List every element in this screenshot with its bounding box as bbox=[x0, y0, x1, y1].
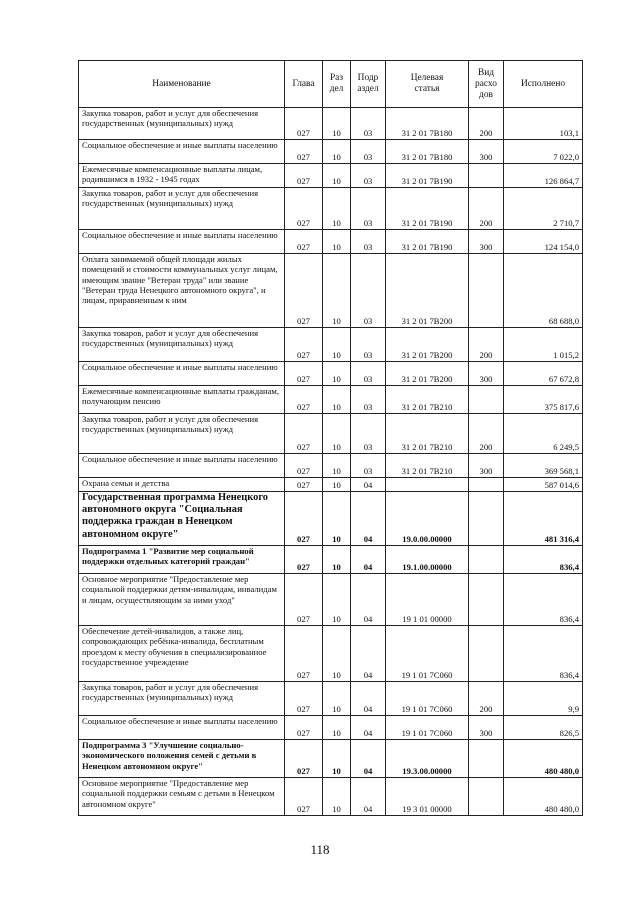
table-row bbox=[79, 188, 583, 230]
row-name: Охрана семьи и детства bbox=[79, 478, 285, 492]
row-vid bbox=[469, 386, 504, 414]
row-target: 31 2 01 7В210 bbox=[386, 414, 469, 454]
row-name: Социальное обеспечение и иные выплаты населению bbox=[79, 454, 285, 478]
row-amount: 587 014,6 bbox=[504, 478, 583, 492]
row-podrazdel: 04 bbox=[351, 716, 386, 740]
row-amount: 480 480,0 bbox=[504, 740, 583, 778]
row-podrazdel: 04 bbox=[351, 478, 386, 492]
row-vid: 300 bbox=[469, 140, 504, 164]
row-vid: 200 bbox=[469, 108, 504, 140]
row-glava: 027 bbox=[285, 682, 323, 716]
row-target: 31 2 01 7В200 bbox=[386, 328, 469, 362]
row-podrazdel: 03 bbox=[351, 108, 386, 140]
row-glava: 027 bbox=[285, 492, 323, 546]
row-name: Социальное обеспечение и иные выплаты населению bbox=[79, 140, 285, 164]
row-vid bbox=[469, 254, 504, 328]
row-target: 31 2 01 7В210 bbox=[386, 454, 469, 478]
row-podrazdel: 04 bbox=[351, 574, 386, 626]
row-amount: 126 864,7 bbox=[504, 164, 583, 188]
table-row bbox=[79, 478, 583, 492]
row-target: 31 2 01 7В190 bbox=[386, 230, 469, 254]
row-vid: 300 bbox=[469, 230, 504, 254]
row-glava: 027 bbox=[285, 140, 323, 164]
row-vid bbox=[469, 546, 504, 574]
header-podrazdel: Подр аздел bbox=[351, 61, 386, 108]
row-glava: 027 bbox=[285, 188, 323, 230]
row-name: Подпрограмма 3 "Улучшение социально-экономического положения семей с детьми в Ненецком автономном округе" bbox=[79, 740, 285, 778]
table-row bbox=[79, 230, 583, 254]
row-razdel: 10 bbox=[323, 386, 351, 414]
row-glava: 027 bbox=[285, 740, 323, 778]
row-amount: 375 817,6 bbox=[504, 386, 583, 414]
row-razdel: 10 bbox=[323, 740, 351, 778]
row-vid bbox=[469, 778, 504, 816]
row-podrazdel: 03 bbox=[351, 328, 386, 362]
header-vid: Вид расхо дов bbox=[469, 61, 504, 108]
row-razdel: 10 bbox=[323, 164, 351, 188]
row-name: Закупка товаров, работ и услуг для обеспечения государственных (муниципальных) нужд bbox=[79, 328, 285, 362]
row-target: 19 3 01 00000 bbox=[386, 778, 469, 816]
row-glava: 027 bbox=[285, 626, 323, 682]
row-name: Основное мероприятие "Предоставление мер социальной поддержки семьям с детьми в Ненецком автономном округе" bbox=[79, 778, 285, 816]
row-target: 19 1 01 7С060 bbox=[386, 626, 469, 682]
header-row bbox=[79, 61, 583, 108]
header-target: Целевая статья bbox=[386, 61, 469, 108]
row-target: 19 1 01 7С060 bbox=[386, 716, 469, 740]
table-row bbox=[79, 386, 583, 414]
row-razdel: 10 bbox=[323, 492, 351, 546]
row-amount: 369 568,1 bbox=[504, 454, 583, 478]
row-target: 19.0.00.00000 bbox=[386, 492, 469, 546]
row-glava: 027 bbox=[285, 778, 323, 816]
row-podrazdel: 04 bbox=[351, 626, 386, 682]
header-glava: Глава bbox=[285, 61, 323, 108]
row-target: 31 2 01 7В190 bbox=[386, 188, 469, 230]
row-amount: 826,5 bbox=[504, 716, 583, 740]
row-glava: 027 bbox=[285, 716, 323, 740]
row-amount: 836,4 bbox=[504, 546, 583, 574]
budget-table bbox=[78, 60, 583, 816]
table-row bbox=[79, 140, 583, 164]
row-razdel: 10 bbox=[323, 140, 351, 164]
row-vid: 200 bbox=[469, 188, 504, 230]
row-vid: 300 bbox=[469, 362, 504, 386]
table-row bbox=[79, 108, 583, 140]
table-row bbox=[79, 546, 583, 574]
row-name: Социальное обеспечение и иные выплаты населению bbox=[79, 230, 285, 254]
row-target: 31 2 01 7В180 bbox=[386, 140, 469, 164]
header-executed: Исполнено bbox=[504, 61, 583, 108]
row-amount: 67 672,8 bbox=[504, 362, 583, 386]
row-target: 19.1.00.00000 bbox=[386, 546, 469, 574]
row-name: Закупка товаров, работ и услуг для обеспечения государственных (муниципальных) нужд bbox=[79, 414, 285, 454]
table-row bbox=[79, 492, 583, 546]
row-amount: 124 154,0 bbox=[504, 230, 583, 254]
table-row bbox=[79, 328, 583, 362]
row-amount: 103,1 bbox=[504, 108, 583, 140]
row-podrazdel: 04 bbox=[351, 546, 386, 574]
row-razdel: 10 bbox=[323, 328, 351, 362]
row-glava: 027 bbox=[285, 574, 323, 626]
row-glava: 027 bbox=[285, 386, 323, 414]
table-row bbox=[79, 164, 583, 188]
row-vid: 200 bbox=[469, 414, 504, 454]
row-podrazdel: 04 bbox=[351, 682, 386, 716]
row-amount: 9,9 bbox=[504, 682, 583, 716]
row-razdel: 10 bbox=[323, 230, 351, 254]
table-row bbox=[79, 740, 583, 778]
row-razdel: 10 bbox=[323, 716, 351, 740]
header-name: Наименование bbox=[79, 61, 285, 108]
row-amount: 1 015,2 bbox=[504, 328, 583, 362]
row-name: Закупка товаров, работ и услуг для обеспечения государственных (муниципальных) нужд bbox=[79, 188, 285, 230]
row-amount: 480 480,0 bbox=[504, 778, 583, 816]
row-podrazdel: 03 bbox=[351, 386, 386, 414]
row-razdel: 10 bbox=[323, 362, 351, 386]
row-glava: 027 bbox=[285, 414, 323, 454]
row-name: Социальное обеспечение и иные выплаты населению bbox=[79, 716, 285, 740]
row-amount: 836,4 bbox=[504, 574, 583, 626]
row-amount: 7 022,0 bbox=[504, 140, 583, 164]
row-razdel: 10 bbox=[323, 478, 351, 492]
row-podrazdel: 03 bbox=[351, 254, 386, 328]
row-podrazdel: 03 bbox=[351, 188, 386, 230]
row-vid bbox=[469, 740, 504, 778]
table-row bbox=[79, 626, 583, 682]
row-target: 19.3.00.00000 bbox=[386, 740, 469, 778]
row-glava: 027 bbox=[285, 546, 323, 574]
row-podrazdel: 04 bbox=[351, 778, 386, 816]
row-amount: 68 688,0 bbox=[504, 254, 583, 328]
row-glava: 027 bbox=[285, 164, 323, 188]
row-vid: 200 bbox=[469, 682, 504, 716]
row-razdel: 10 bbox=[323, 108, 351, 140]
row-razdel: 10 bbox=[323, 546, 351, 574]
row-podrazdel: 03 bbox=[351, 230, 386, 254]
row-glava: 027 bbox=[285, 362, 323, 386]
row-glava: 027 bbox=[285, 478, 323, 492]
row-podrazdel: 03 bbox=[351, 140, 386, 164]
row-name: Закупка товаров, работ и услуг для обеспечения государственных (муниципальных) нужд bbox=[79, 682, 285, 716]
row-name: Ежемесячные компенсационные выплаты гражданам, получающим пенсию bbox=[79, 386, 285, 414]
row-name: Обеспечение детей-инвалидов, а также лиц, сопровождающих ребёнка-инвалида, бесплатным проездом к месту обучения в специализированное государственное учреждение bbox=[79, 626, 285, 682]
row-razdel: 10 bbox=[323, 574, 351, 626]
row-glava: 027 bbox=[285, 108, 323, 140]
row-razdel: 10 bbox=[323, 188, 351, 230]
table-row bbox=[79, 574, 583, 626]
row-glava: 027 bbox=[285, 454, 323, 478]
row-name: Закупка товаров, работ и услуг для обеспечения государственных (муниципальных) нужд bbox=[79, 108, 285, 140]
row-target: 31 2 01 7В210 bbox=[386, 386, 469, 414]
table-row bbox=[79, 414, 583, 454]
row-vid bbox=[469, 164, 504, 188]
row-podrazdel: 03 bbox=[351, 164, 386, 188]
row-name: Подпрограмма 1 "Развитие мер социальной поддержки отдельных категорий граждан" bbox=[79, 546, 285, 574]
table-row bbox=[79, 454, 583, 478]
row-name: Основное мероприятие "Предоставление мер социальной поддержки детям-инвалидам, инвалидам и лицам, осуществляющим за ними уход" bbox=[79, 574, 285, 626]
row-vid: 200 bbox=[469, 328, 504, 362]
row-amount: 481 316,4 bbox=[504, 492, 583, 546]
row-vid bbox=[469, 626, 504, 682]
row-name: Ежемесячные компенсационные выплаты лицам, родившимся в 1932 - 1945 годах bbox=[79, 164, 285, 188]
row-name: Социальное обеспечение и иные выплаты населению bbox=[79, 362, 285, 386]
row-name: Государственная программа Ненецкого автономного округа "Социальная поддержка граждан в Ненецком автономном округе" bbox=[79, 492, 285, 546]
row-target: 19 1 01 00000 bbox=[386, 574, 469, 626]
table-row bbox=[79, 682, 583, 716]
row-podrazdel: 04 bbox=[351, 492, 386, 546]
row-target: 19 1 01 7С060 bbox=[386, 682, 469, 716]
row-target: 31 2 01 7В180 bbox=[386, 108, 469, 140]
header-razdel: Раз дел bbox=[323, 61, 351, 108]
row-vid bbox=[469, 574, 504, 626]
table-row bbox=[79, 254, 583, 328]
row-razdel: 10 bbox=[323, 778, 351, 816]
table-row bbox=[79, 716, 583, 740]
row-podrazdel: 03 bbox=[351, 414, 386, 454]
row-razdel: 10 bbox=[323, 254, 351, 328]
row-podrazdel: 03 bbox=[351, 454, 386, 478]
row-vid: 300 bbox=[469, 716, 504, 740]
row-razdel: 10 bbox=[323, 454, 351, 478]
row-razdel: 10 bbox=[323, 414, 351, 454]
row-podrazdel: 04 bbox=[351, 740, 386, 778]
table-row bbox=[79, 778, 583, 816]
row-vid bbox=[469, 492, 504, 546]
row-target: 31 2 01 7В190 bbox=[386, 164, 469, 188]
row-glava: 027 bbox=[285, 254, 323, 328]
row-target: 31 2 01 7В200 bbox=[386, 254, 469, 328]
row-name: Оплата занимаемой общей площади жилых помещений и стоимости коммунальных услуг лицам, имеющим звание "Ветеран труда" или звание "Ветеран труда Ненецкого автономного округа", и лицам, приравненным к ним bbox=[79, 254, 285, 328]
row-glava: 027 bbox=[285, 230, 323, 254]
row-razdel: 10 bbox=[323, 626, 351, 682]
row-vid bbox=[469, 478, 504, 492]
row-target bbox=[386, 478, 469, 492]
row-amount: 2 710,7 bbox=[504, 188, 583, 230]
row-amount: 836,4 bbox=[504, 626, 583, 682]
row-podrazdel: 03 bbox=[351, 362, 386, 386]
page-number: 118 bbox=[310, 842, 330, 857]
row-razdel: 10 bbox=[323, 682, 351, 716]
row-vid: 300 bbox=[469, 454, 504, 478]
row-glava: 027 bbox=[285, 328, 323, 362]
row-target: 31 2 01 7В200 bbox=[386, 362, 469, 386]
table-row bbox=[79, 362, 583, 386]
row-amount: 6 249,5 bbox=[504, 414, 583, 454]
